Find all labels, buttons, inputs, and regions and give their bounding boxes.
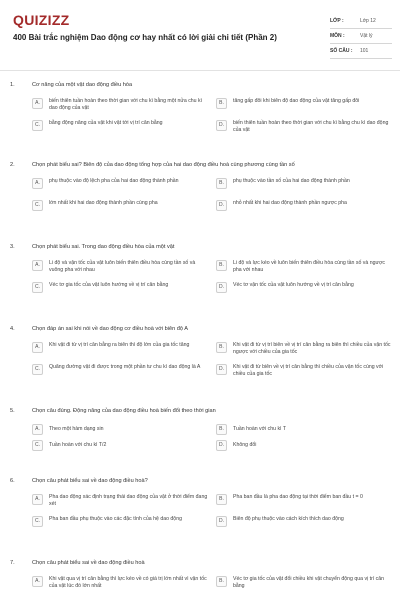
question-number: 1. (10, 82, 15, 88)
option-text: Khi vật đi từ biên về vị trí cân bằng thì chiều của vận tốc cùng với chiều của gia tốc (233, 364, 384, 377)
meta-value: 101 (360, 48, 369, 54)
option-letter: D. (216, 200, 227, 211)
option-d[interactable] (216, 118, 392, 138)
option-letter: C. (32, 440, 43, 451)
question-4 (10, 324, 392, 382)
option-text: Véc tơ vận tốc của vật luôn hướng về vị trí cân bằng (233, 282, 354, 288)
option-text: bằng động năng của vật khi vật tới vị trí cân bằng (49, 120, 163, 126)
option-text: Pha dao động xác định trạng thái dao động của vật ở thời điểm đang xét (49, 494, 208, 507)
option-a[interactable] (32, 96, 208, 116)
option-c[interactable] (32, 280, 208, 300)
option-b[interactable] (216, 422, 392, 436)
option-letter: A. (32, 342, 43, 353)
option-c[interactable] (32, 198, 208, 218)
meta-label: SỐ CÂU : (330, 48, 353, 54)
option-letter: A. (32, 576, 43, 587)
meta-value: Lớp 12 (360, 18, 376, 24)
option-text: Véc tơ gia tốc của vật luôn hướng về vị trí cân bằng (49, 282, 169, 288)
option-text: Biên độ phụ thuộc vào cách kích thích dao động (233, 516, 344, 522)
question-3 (10, 242, 392, 300)
option-letter: C. (32, 200, 43, 211)
question-number: 4. (10, 326, 15, 332)
option-text: biến thiên tuần hoàn theo thời gian với chu kì bằng chu kì dao động của vật (233, 120, 389, 133)
question-number: 3. (10, 244, 15, 250)
question-text: Chọn đáp án sai khi nói về dao động cơ điều hoà với biên độ A (32, 326, 188, 332)
option-letter: A. (32, 98, 43, 109)
option-c[interactable] (32, 438, 208, 452)
option-d[interactable] (216, 438, 392, 452)
question-number: 2. (10, 162, 15, 168)
option-letter: B. (216, 342, 227, 353)
option-text: Tuần hoàn với chu kì T/2 (49, 441, 107, 448)
question-7 (10, 558, 392, 594)
option-d[interactable] (216, 198, 392, 218)
meta-box (330, 14, 392, 59)
option-b[interactable] (216, 258, 392, 278)
header (0, 0, 400, 64)
option-a[interactable] (32, 258, 208, 278)
option-text: phụ thuộc vào tần số của hai dao động thành phần (233, 178, 350, 184)
option-letter: B. (216, 98, 227, 109)
question-2 (10, 160, 392, 218)
option-text: Khi vật qua vị trí cân bằng thì lực kéo về có giá trị lớn nhất vì vận tốc của vật lúc đó lớn nhất (49, 576, 207, 589)
option-a[interactable] (32, 340, 208, 360)
option-b[interactable] (216, 492, 392, 512)
option-c[interactable] (32, 118, 208, 138)
option-d[interactable] (216, 280, 392, 300)
option-text: Pha ban đầu phụ thuộc vào các đặc tính của hệ dao động (49, 516, 182, 522)
meta-label: LỚP : (330, 18, 344, 24)
option-a[interactable] (32, 574, 208, 594)
option-text: lớn nhất khi hai dao động thành phần cùng pha (49, 200, 158, 206)
option-letter: C. (32, 364, 43, 375)
option-text: phụ thuộc vào độ lệch pha của hai dao động thành phần (49, 178, 179, 184)
option-letter: C. (32, 282, 43, 293)
question-text: Chọn phát biểu sai. Trong dao động điều hòa của một vật (32, 244, 175, 250)
question-text: Chọn câu đúng. Động năng của dao động điều hoà biến đổi theo thời gian (32, 408, 216, 414)
meta-value: Vật lý (360, 33, 373, 39)
meta-label: MÔN : (330, 33, 345, 39)
option-letter: B. (216, 424, 227, 435)
meta-row-subject (330, 29, 392, 44)
question-text: Chọn câu phát biểu sai về dao động điều hoà (32, 560, 145, 566)
option-letter: D. (216, 282, 227, 293)
question-number: 6. (10, 478, 15, 484)
option-a[interactable] (32, 176, 208, 196)
option-letter: A. (32, 178, 43, 189)
option-text: Khi vật đi từ vị trí biên về vị trí cân bằng ra biên thì chiều của vận tốc ngược với chiều của gia tốc (233, 342, 391, 355)
option-text: Tuần hoàn với chu kì T (233, 425, 286, 432)
option-letter: B. (216, 576, 227, 587)
question-6 (10, 476, 392, 534)
option-letter: A. (32, 424, 43, 435)
option-c[interactable] (32, 514, 208, 534)
option-c[interactable] (32, 362, 208, 382)
option-text: Li độ và lực kéo về luôn biến thiên điều hòa cùng tần số và ngược pha với nhau (233, 260, 385, 273)
option-text: Li độ và vận tốc của vật luôn biến thiên điều hòa cùng tần số và vuông pha với nhau (49, 260, 196, 273)
option-text: Khi vật đi từ vị trí cân bằng ra biên thì độ lớn của gia tốc tăng (49, 342, 190, 348)
question-number: 7. (10, 560, 15, 566)
option-letter: B. (216, 494, 227, 505)
option-letter: A. (32, 494, 43, 505)
option-text: tăng gấp đôi khi biên độ dao động của vật tăng gấp đôi (233, 98, 360, 104)
option-a[interactable] (32, 422, 208, 436)
option-letter: B. (216, 178, 227, 189)
option-text: nhỏ nhất khi hai dao động thành phần ngược pha (233, 200, 347, 206)
option-d[interactable] (216, 362, 392, 382)
option-letter: A. (32, 260, 43, 271)
question-text: Cơ năng của một vật dao động điều hòa (32, 82, 133, 88)
option-text: biến thiên tuần hoàn theo thời gian với chu kì bằng một nửa chu kì dao động của vật (49, 98, 203, 111)
option-d[interactable] (216, 514, 392, 534)
question-1 (10, 80, 392, 138)
option-b[interactable] (216, 176, 392, 196)
option-text: Véc tơ gia tốc của vật đổi chiều khi vật chuyển động qua vị trí cân bằng (233, 576, 385, 589)
option-letter: D. (216, 516, 227, 527)
page-title: 400 Bài trắc nghiệm Dao động cơ hay nhất có lời giải chi tiết (Phần 2) (13, 33, 277, 42)
option-text: Pha ban đầu là pha dao động tại thời điểm ban đầu t = 0 (233, 494, 363, 500)
meta-row-count (330, 44, 392, 59)
option-b[interactable] (216, 96, 392, 116)
meta-row-class (330, 14, 392, 29)
brand-logo: QUIZIZZ (13, 12, 70, 28)
option-a[interactable] (32, 492, 208, 512)
header-divider (0, 70, 400, 71)
question-text: Chọn câu phát biểu sai về dao động điều hoà? (32, 478, 148, 484)
question-5 (10, 406, 392, 452)
option-letter: D. (216, 440, 227, 451)
option-text: Quãng đường vật đi được trong một phần tư chu kì dao động là A (49, 364, 201, 370)
option-b[interactable] (216, 340, 392, 360)
option-letter: D. (216, 364, 227, 375)
option-b[interactable] (216, 574, 392, 594)
option-letter: C. (32, 516, 43, 527)
option-text: Không đổi (233, 441, 257, 448)
option-letter: C. (32, 120, 43, 131)
question-number: 5. (10, 408, 15, 414)
option-letter: B. (216, 260, 227, 271)
option-letter: D. (216, 120, 227, 131)
question-text: Chọn phát biểu sai? Biên độ của dao động tổng hợp của hai dao động điều hoà cùng phương cùng tần số (32, 162, 295, 168)
option-text: Theo một hàm dạng sin (49, 425, 104, 432)
